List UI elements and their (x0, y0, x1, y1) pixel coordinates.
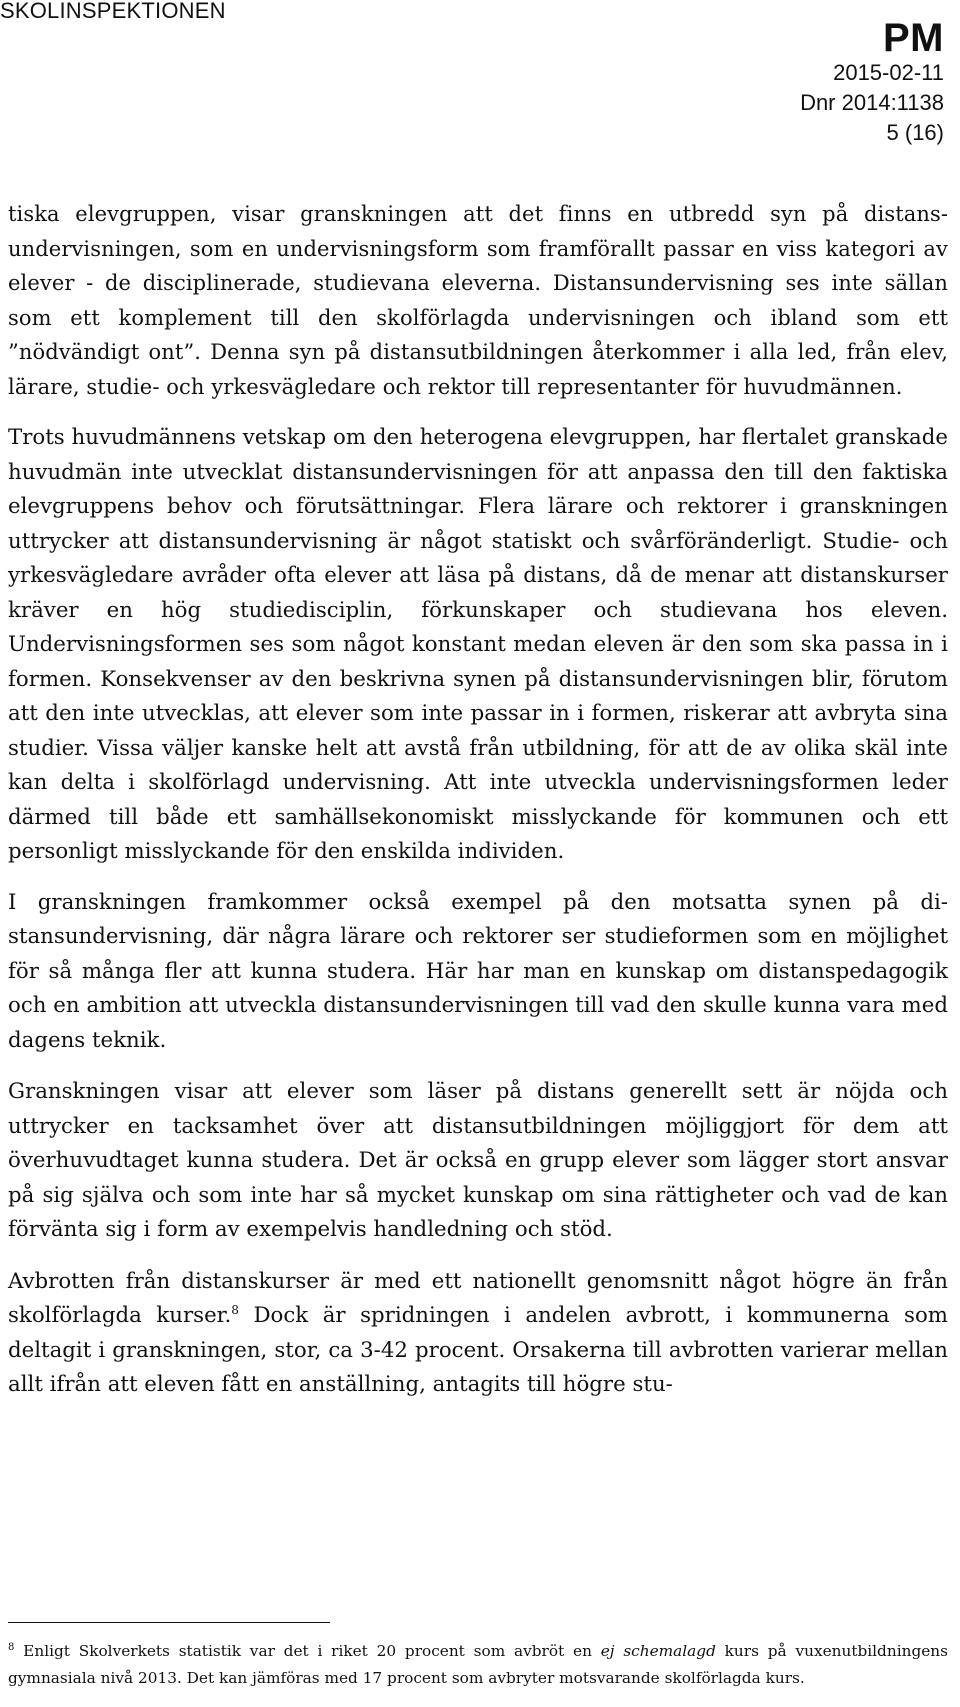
page-number: 5 (16) (886, 120, 944, 145)
body-text (8, 197, 948, 1420)
paragraph: tiska elevgruppen, visar granskningen att det finns en utbredd syn på distansundervisningen, som en undervisningsform som framförallt passar en viss kategori av elever - de disciplinerade, studievana eleverna. Distansundervisning ses inte sällan som ett komplement till den skolförlagda undervisningen och ibland som ett ”nödvändigt ont”. Denna syn på distansutbildningen återkommer i alla led, från elev, lärare, studie- och yrkesvägledare och rektor till representanter för huvudmännen. (8, 202, 948, 399)
footnote-emphasis: ej schemalagd (600, 1642, 716, 1660)
paragraph: I granskningen framkommer också exempel på den motsatta synen på distansundervisning, där några lärare och rektorer ser studieformen som en möjlighet för så många fler att kunna studera. Här har man en kunskap om distanspedagogik och en ambition att utveckla distansundervisningen till vad den skulle kunna vara med dagens teknik. (8, 889, 948, 1053)
doc-type: PM (883, 16, 944, 60)
paragraph-text: Avbrotten från distanskurser är med ett nationellt genomsnitt något högre än från skolförlagda kurser. (8, 1268, 948, 1328)
paragraph: Granskningen visar att elever som läser på distans generellt sett är nöjda och uttrycker en tacksamhet över att distansutbildningen möjliggjort för dem att överhuvudtaget kunna studera. Det är också en grupp elever som lägger stort ansvar på sig själva och som inte har så mycket kunskap om sina rättigheter och vad de kan förvänta sig i form av exempelvis handledning och stöd. (8, 1079, 948, 1242)
footnote-text: Enligt Skolverkets statistik var det i riket 20 procent som avbröt en (14, 1642, 601, 1660)
paragraph: Trots huvudmännens vetskap om den heterogena elevgruppen, har flertalet granskade huvudmän inte utvecklat distansundervisningen för att anpassa den till den faktiska elevgruppens behov och förutsättningar. Flera lärare och rektorer i granskningen uttrycker att distansundervisning är något statiskt och svårföränderligt. Studie- och yrkesvägledare avråder ofta elever att läsa på distans, då de menar att distanskurser kräver en hög studiedisciplin, förkunskaper och studievana hos eleven. Undervisningsformen ses som något konstant medan eleven är den som ska passa in i formen. Konsekvenser av den beskrivna synen på distansundervisningen blir, förutom att den inte utvecklas, att elever som inte passar in i formen, riskerar att avbryta sina studier. Vissa väljer kanske helt att avstå från utbildning, för att de av olika skäl inte kan delta i skolförlagd undervisning. Att inte utveckla undervisningsformen leder därmed till både ett samhällsekonomiskt misslyckande för kommunen och ett personligt misslyckande för den enskilda individen. (8, 425, 948, 864)
footnote-number: 8 (8, 1642, 15, 1653)
footnote-reference[interactable]: 8 (231, 1303, 239, 1317)
footnote-text: kurs på vuxenutbildningens gymnasiala nivå 2013. Det kan jämföras med 17 procent som avbryter motsvarande skolförlagda kurs. (8, 1642, 948, 1687)
footnote-separator (8, 1622, 330, 1623)
doc-dnr: Dnr 2014:1138 (800, 90, 944, 115)
paragraph (8, 1265, 948, 1403)
footnote (8, 1638, 948, 1692)
org-name: SKOLINSPEKTIONEN (0, 0, 226, 23)
header-meta (800, 18, 944, 148)
paragraph-text: Dock är spridningen i andelen avbrott, i kommunerna som deltagit i granskningen, stor, ca 3-42 procent. Orsakerna till avbrotten varierar mellan allt ifrån att eleven fått en anställning, antagits till högre stu- (8, 1303, 948, 1397)
doc-date: 2015-02-11 (833, 60, 944, 85)
